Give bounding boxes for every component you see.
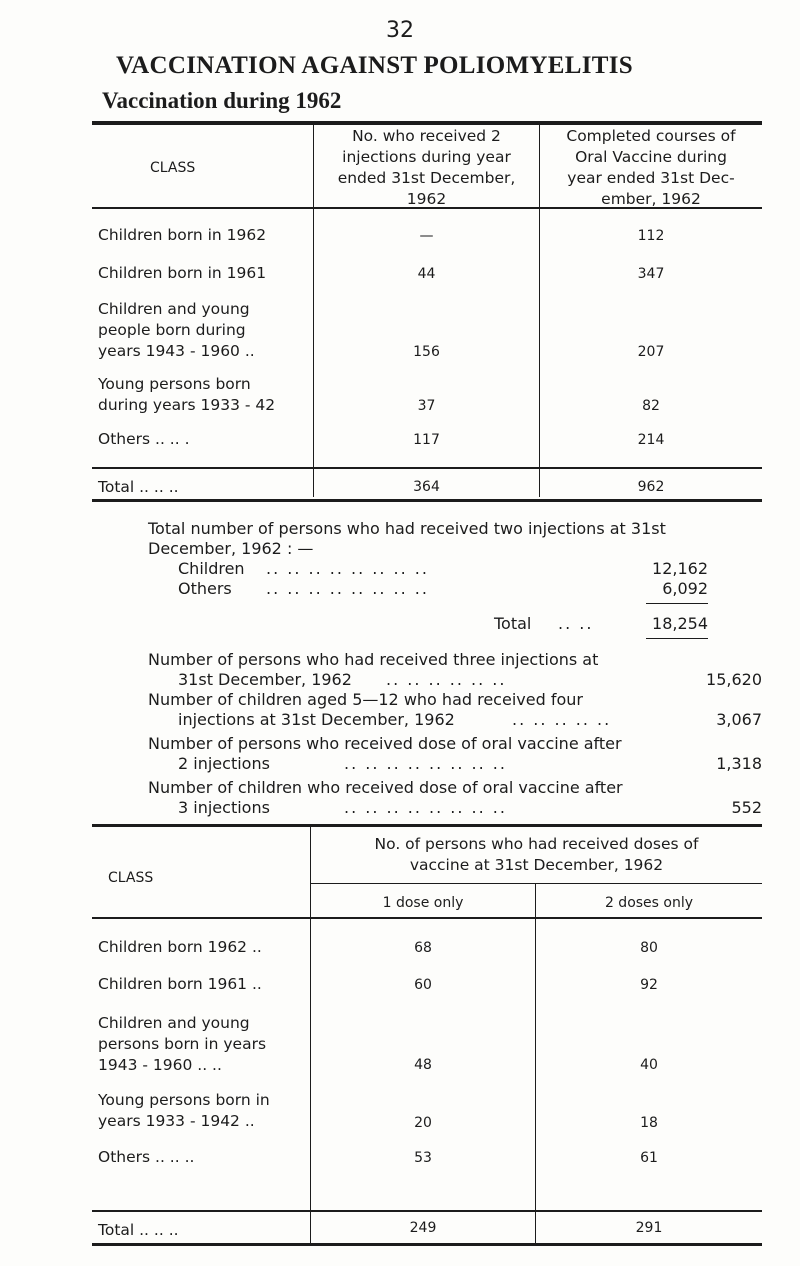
- table1-col1-header: No. who received 2 injections during year ended 31st December, 1962: [337, 127, 516, 208]
- summary-children-value: 12,162: [652, 559, 708, 578]
- summary-oral-after-three-value: 552: [731, 798, 762, 817]
- table-cell: 214: [637, 432, 665, 448]
- table2-class-header: CLASS: [108, 870, 154, 886]
- table1-class-header: CLASS: [150, 160, 196, 176]
- table-total-label: Total .. .. ..: [98, 478, 179, 496]
- table-cell: 60: [414, 977, 432, 993]
- summary-others-value: 6,092: [662, 579, 708, 598]
- table-row-label: Children born 1961 ..: [98, 975, 262, 993]
- table-cell: 61: [640, 1150, 658, 1166]
- page-title: VACCINATION AGAINST POLIOMYELITIS: [116, 52, 633, 79]
- table2-total-rule: [92, 1210, 762, 1212]
- leader-dots: .. .. .. .. .. .. .. ..: [344, 798, 507, 817]
- summary-three-injections-value: 15,620: [706, 670, 762, 689]
- table-cell: 18: [640, 1115, 658, 1131]
- table-total-cell: 249: [409, 1220, 437, 1236]
- table-cell: 40: [640, 1057, 658, 1073]
- table-total-cell: 291: [635, 1220, 663, 1236]
- table-cell: 92: [640, 977, 658, 993]
- table1-col2-header: Completed courses of Oral Vaccine during year ended 31st Dec- ember, 1962: [566, 127, 736, 208]
- page-subtitle: Vaccination during 1962: [102, 88, 342, 113]
- table-row-label: Children born in 1961: [98, 264, 267, 282]
- table-cell: 68: [414, 940, 432, 956]
- table2-col1-header: 1 dose only: [382, 895, 464, 911]
- table-row-label: Children born 1962 ..: [98, 938, 262, 956]
- leader-dots: .. .. .. .. ..: [512, 710, 612, 729]
- summary-oral-after-two-value: 1,318: [716, 754, 762, 773]
- table2-span-header: No. of persons who had received doses of vaccine at 31st December, 1962: [374, 835, 699, 874]
- table-row-label: Others .. .. .: [98, 430, 190, 448]
- summary-three-injections: Number of persons who had received three injections at 31st December, 1962: [148, 650, 599, 689]
- table-row-label: Children and young people born during years 1943 - 1960 ..: [98, 300, 255, 360]
- table-total-cell: 962: [637, 479, 665, 495]
- table1-total-rule: [92, 467, 762, 469]
- table2-vline-1: [310, 826, 311, 1244]
- table-cell: 44: [417, 266, 436, 282]
- table1-bottom-rule: [92, 499, 762, 502]
- table-total-label: Total .. .. ..: [98, 1221, 179, 1239]
- table-cell: —: [419, 228, 434, 244]
- table2-col2-header: 2 doses only: [604, 895, 694, 911]
- table-cell: 207: [637, 344, 665, 360]
- table2-bottom-rule: [92, 1243, 762, 1246]
- table-row-label: Young persons born in years 1933 - 1942 ..: [98, 1091, 270, 1130]
- summary-others-label: Others: [178, 579, 232, 598]
- summary-total-label: Total: [494, 614, 532, 633]
- table-cell: 82: [642, 398, 660, 414]
- table2-header-rule: [92, 917, 762, 919]
- table-cell: 117: [413, 432, 440, 448]
- table-total-cell: 364: [413, 479, 440, 495]
- table-cell: 156: [413, 344, 440, 360]
- summary-four-injections: Number of children aged 5—12 who had received four injections at 31st December, 1962: [148, 690, 583, 729]
- table-row-label: Others .. .. ..: [98, 1148, 195, 1166]
- leader-dots: .. ..: [558, 614, 594, 633]
- leader-dots: .. .. .. .. .. .. .. ..: [266, 559, 429, 578]
- table-cell: 112: [637, 228, 665, 244]
- table-row-label: Children and young persons born in years 1943 - 1960 .. ..: [98, 1014, 267, 1074]
- summary-oral-after-two: Number of persons who received dose of oral vaccine after 2 injections: [148, 734, 622, 773]
- summary-intro: Total number of persons who had received two injections at 31st December, 1962 : —: [148, 519, 666, 558]
- summary-children-label: Children: [178, 559, 245, 578]
- page-number: 32: [386, 18, 414, 43]
- leader-dots: .. .. .. .. .. ..: [386, 670, 507, 689]
- subtotal-rule: [646, 603, 708, 604]
- table-row-label: Young persons born during years 1933 - 42: [98, 375, 276, 414]
- summary-oral-after-three: Number of children who received dose of oral vaccine after 3 injections: [148, 778, 623, 817]
- summary-four-injections-value: 3,067: [716, 710, 762, 729]
- leader-dots: .. .. .. .. .. .. .. ..: [266, 579, 429, 598]
- table-cell: 20: [414, 1115, 432, 1131]
- summary-total-value: 18,254: [652, 614, 708, 633]
- table1-top-rule: [92, 121, 762, 125]
- table-cell: 53: [414, 1150, 432, 1166]
- table-cell: 48: [414, 1057, 432, 1073]
- table2-span-rule: [310, 883, 762, 884]
- table-cell: 80: [640, 940, 658, 956]
- table-cell: 347: [637, 266, 665, 282]
- total-rule: [646, 638, 708, 639]
- table2-top-rule: [92, 824, 762, 827]
- leader-dots: .. .. .. .. .. .. .. ..: [344, 754, 507, 773]
- table-row-label: Children born in 1962: [98, 226, 267, 244]
- table-cell: 37: [417, 398, 436, 414]
